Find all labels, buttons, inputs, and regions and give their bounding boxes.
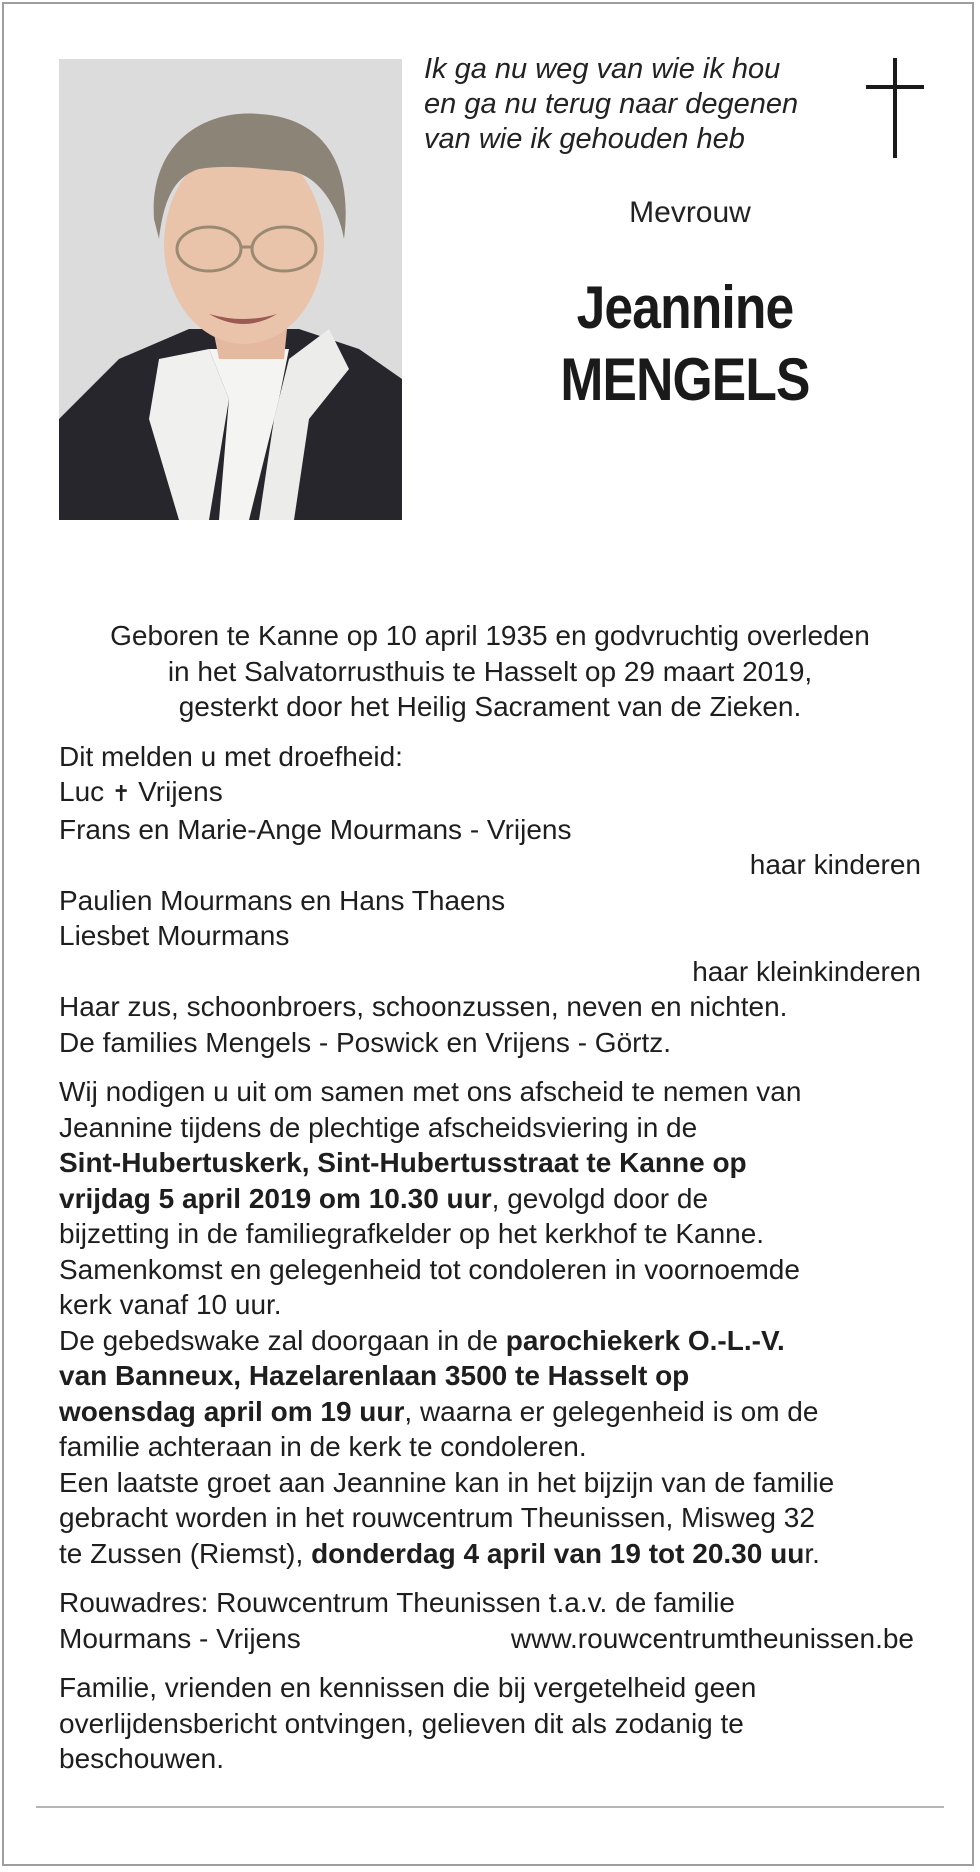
relatives-line: De families Mengels - Poswick en Vrijens - Görtz. (59, 1026, 672, 1058)
last-name: MENGELS (560, 346, 810, 413)
vigil-date: woensdag april om 19 uur (59, 1395, 405, 1427)
service-text: r. (804, 1537, 820, 1569)
service-line: Sint-Hubertuskerk, Sint-Hubertusstraat te Kanne op (59, 1147, 747, 1178)
service-line (59, 1181, 921, 1217)
service-text: De gebedswake zal doorgaan in de (59, 1324, 506, 1356)
grandchildren-label: haar kleinkinderen (692, 955, 921, 987)
service-text: te Zussen (Riemst), (59, 1537, 312, 1569)
service-date: vrijdag 5 april 2019 om 10.30 uur (59, 1182, 492, 1214)
closing-line: Familie, vrienden en kennissen die bij vergetelheid geen (59, 1672, 757, 1703)
service-details (59, 1074, 921, 1571)
service-line: kerk vanaf 10 uur. (59, 1289, 282, 1320)
deceased-name (509, 272, 862, 416)
relatives-line: Haar zus, schoonbroers, schoonzussen, neven en nichten. (59, 991, 788, 1022)
family-member-first: Luc (59, 776, 105, 807)
intro-line: Geboren te Kanne op 10 april 1935 en godvruchtig overleden (110, 620, 870, 651)
children-label: haar kinderen (749, 849, 921, 880)
family-member (59, 774, 921, 812)
deceased-cross-icon: ✝ (111, 781, 131, 806)
address-line: Rouwadres: Rouwcentrum Theunissen t.a.v. de familie (59, 1587, 735, 1618)
portrait-photo (59, 59, 402, 520)
closing-line: beschouwen. (59, 1743, 225, 1774)
address-name: Mourmans - Vrijens (59, 1622, 301, 1654)
family-member: Liesbet Mourmans (59, 920, 290, 951)
website-link[interactable]: www.rouwcentrumtheunissen.be (510, 1622, 914, 1654)
family-member: Frans en Marie-Ange Mourmans - Vrijens (59, 813, 572, 845)
service-line: van Banneux, Hazelarenlaan 3500 te Hasselt op (59, 1360, 690, 1391)
visitation-date: donderdag 4 april van 19 tot 20.30 uu (311, 1537, 805, 1569)
first-name: Jeannine (576, 274, 794, 341)
family-heading: Dit melden u met droefheid: (59, 740, 403, 772)
family-list (59, 739, 921, 1061)
service-line: Jeannine tijdens de plechtige afscheidsviering in de (59, 1111, 698, 1143)
service-line: familie achteraan in de kerk te condoleren. (59, 1431, 587, 1462)
family-member: Paulien Mourmans en Hans Thaens (59, 884, 506, 916)
poem-line-1: Ik ga nu weg van wie ik hou (424, 53, 781, 85)
cross-icon (866, 58, 924, 158)
poem-line-3: van wie ik gehouden heb (424, 123, 745, 155)
intro (59, 618, 921, 725)
poem-line-2: en ga nu terug naar degenen (424, 88, 799, 120)
salutation: Mevrouw (629, 196, 751, 229)
service-line: bijzetting in de familiegrafkelder op het kerkhof te Kanne. (59, 1218, 765, 1249)
service-line (59, 1394, 921, 1430)
service-line: Een laatste groet aan Jeannine kan in het bijzijn van de familie (59, 1466, 835, 1498)
intro-line: gesterkt door het Heilig Sacrament van de Zieken. (178, 691, 802, 722)
service-line: Samenkomst en gelegenheid tot condoleren in voornoemde (59, 1253, 800, 1285)
service-text: , gevolgd door de (491, 1182, 709, 1214)
intro-line: in het Salvatorrusthuis te Hasselt op 29 maart 2019, (167, 655, 813, 687)
obituary-text (59, 618, 921, 1777)
service-text: , waarna er gelegenheid is om de (404, 1395, 819, 1427)
service-line: gebracht worden in het rouwcentrum Theunissen, Misweg 32 (59, 1502, 815, 1533)
service-line: Wij nodigen u uit om samen met ons afscheid te nemen van (59, 1076, 802, 1107)
closing-note (59, 1670, 921, 1777)
mourning-address (59, 1585, 921, 1656)
family-member-last: Vrijens (138, 776, 223, 807)
address-row (59, 1621, 914, 1657)
service-line (59, 1323, 921, 1359)
bottom-divider (36, 1806, 944, 1808)
service-line (59, 1536, 921, 1572)
closing-line: overlijdensbericht ontvingen, gelieven dit als zodanig te (59, 1707, 744, 1739)
poem (424, 52, 844, 157)
vigil-location: parochiekerk O.-L.-V. (505, 1324, 785, 1356)
